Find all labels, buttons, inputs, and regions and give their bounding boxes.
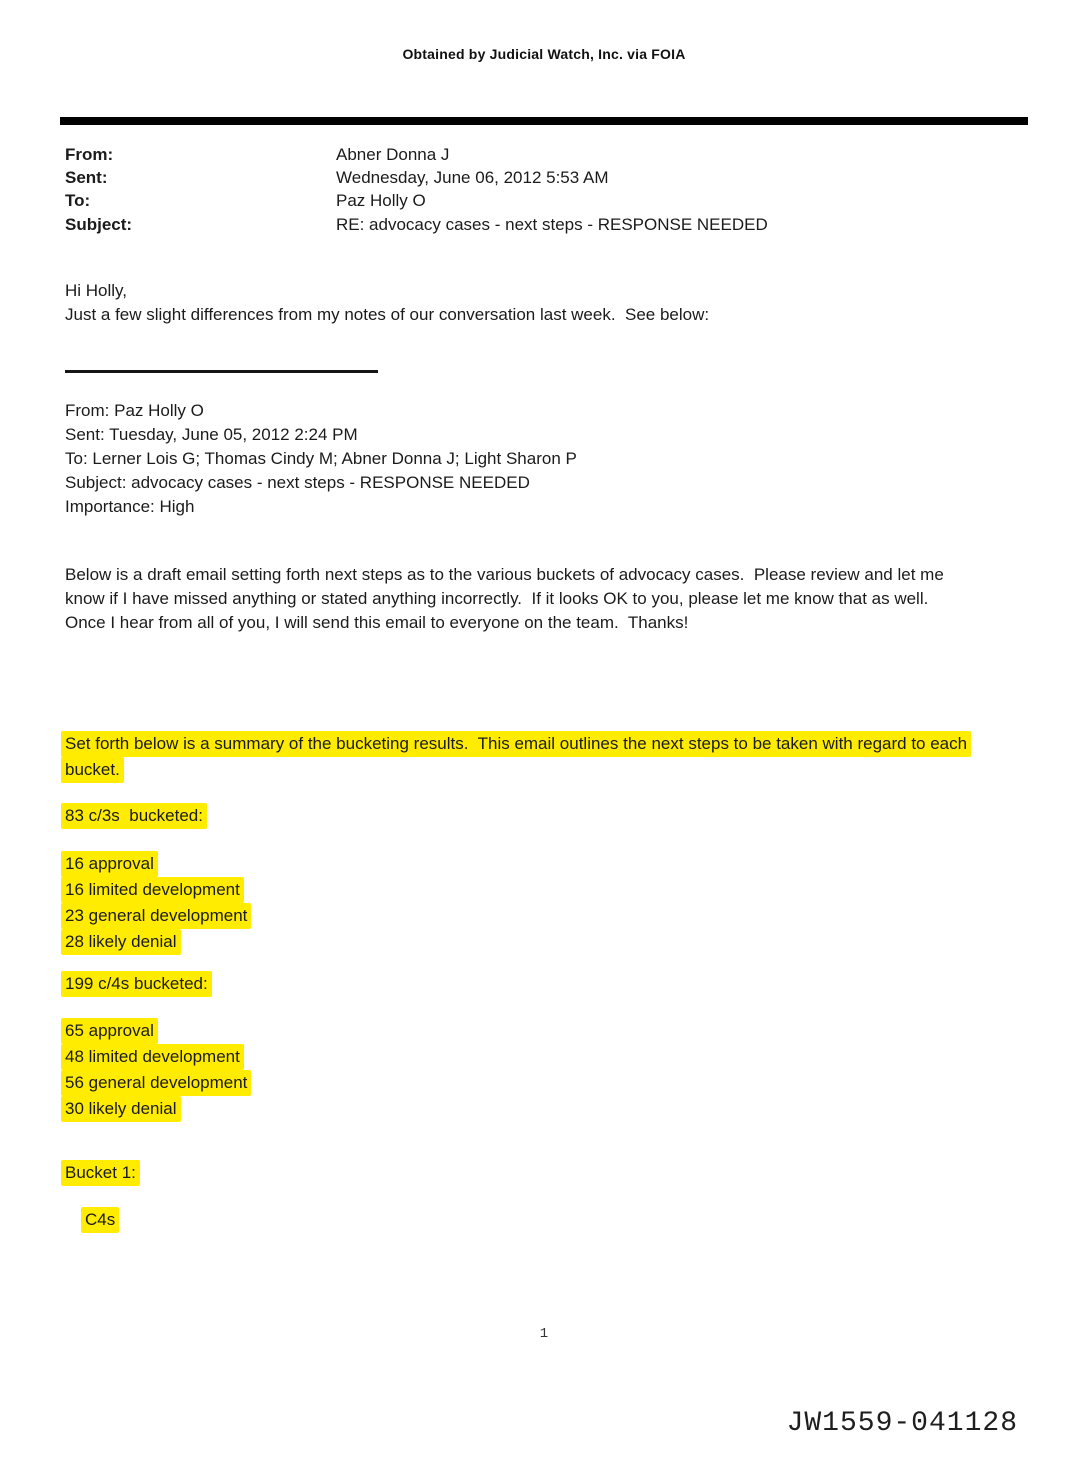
highlighted-summary-line: bucket.: [61, 757, 124, 783]
intro-line: Just a few slight differences from my notes of our conversation last week. See below:: [65, 305, 710, 324]
bucket1-item: C4s: [81, 1207, 119, 1233]
bucket1-item-block: [85, 1207, 119, 1233]
greeting: Hi Holly,: [65, 281, 128, 300]
to-label: To:: [65, 191, 91, 211]
quoted-importance: Importance: High: [65, 497, 195, 516]
c4-bucket-count-line: 48 limited development: [61, 1044, 244, 1070]
c4-bucketed-heading: 199 c/4s bucketed:: [61, 971, 212, 997]
header-divider-bar: [60, 117, 1028, 125]
c3-bucket-count-line: 28 likely denial: [61, 929, 181, 955]
greeting-block: [65, 279, 709, 327]
from-label: From:: [65, 145, 114, 164]
to-value: Paz Holly O: [336, 191, 426, 211]
c4-bucket-count-line: 30 likely denial: [61, 1096, 181, 1122]
quoted-email-header: [65, 399, 577, 519]
body-line: Once I hear from all of you, I will send this email to everyone on the team. Thanks!: [65, 613, 689, 632]
c3-bucket-count-line: 16 approval: [61, 851, 158, 877]
quoted-subject: Subject: advocacy cases - next steps - RESPONSE NEEDED: [65, 473, 530, 492]
body-paragraph: [65, 563, 944, 635]
bucket1-heading: Bucket 1:: [61, 1160, 140, 1186]
subject-label: Subject:: [65, 214, 133, 234]
c4-bucket-count-line: 56 general development: [61, 1070, 251, 1096]
c3-bucket-count-line: 16 limited development: [61, 877, 244, 903]
body-line: Below is a draft email setting forth next steps as to the various buckets of advocacy cases. Please review and let me: [65, 565, 944, 584]
foia-watermark: Obtained by Judicial Watch, Inc. via FOIA: [402, 46, 686, 62]
highlighted-summary-line: Set forth below is a summary of the bucketing results. This email outlines the next steps to be taken with regard to each: [61, 731, 971, 757]
bates-number: JW1559-041128: [786, 1408, 1018, 1439]
c4-bucket-count-line: 65 approval: [61, 1018, 158, 1044]
c3-bucket-counts: [65, 851, 251, 955]
quoted-from: From: Paz Holly O: [65, 401, 204, 420]
quoted-to: To: Lerner Lois G; Thomas Cindy M; Abner Donna J; Light Sharon P: [65, 449, 577, 468]
highlighted-summary: [65, 731, 971, 783]
quoted-email-separator: [65, 370, 378, 373]
bucket1-heading-block: [65, 1160, 140, 1186]
c3-bucket-count-line: 23 general development: [61, 903, 251, 929]
body-line: know if I have missed anything or stated anything incorrectly. If it looks OK to you, please let me know that as well.: [65, 589, 929, 608]
c4-bucket-counts: [65, 1018, 251, 1122]
c3-heading-block: [65, 803, 207, 829]
header-row-sent: [65, 166, 768, 189]
from-value: Abner Donna J: [336, 145, 450, 164]
c4-heading-block: [65, 971, 212, 997]
page-number: 1: [539, 1326, 549, 1342]
header-row-from: [65, 143, 768, 166]
subject-value: RE: advocacy cases - next steps - RESPONSE NEEDED: [336, 214, 768, 234]
c3-bucketed-heading: 83 c/3s bucketed:: [61, 803, 207, 829]
sent-value: Wednesday, June 06, 2012 5:53 AM: [336, 168, 609, 188]
header-row-subject: [65, 213, 768, 236]
sent-label: Sent:: [65, 168, 108, 188]
quoted-sent: Sent: Tuesday, June 05, 2012 2:24 PM: [65, 425, 358, 444]
email-header: [65, 143, 768, 236]
header-row-to: [65, 189, 768, 212]
